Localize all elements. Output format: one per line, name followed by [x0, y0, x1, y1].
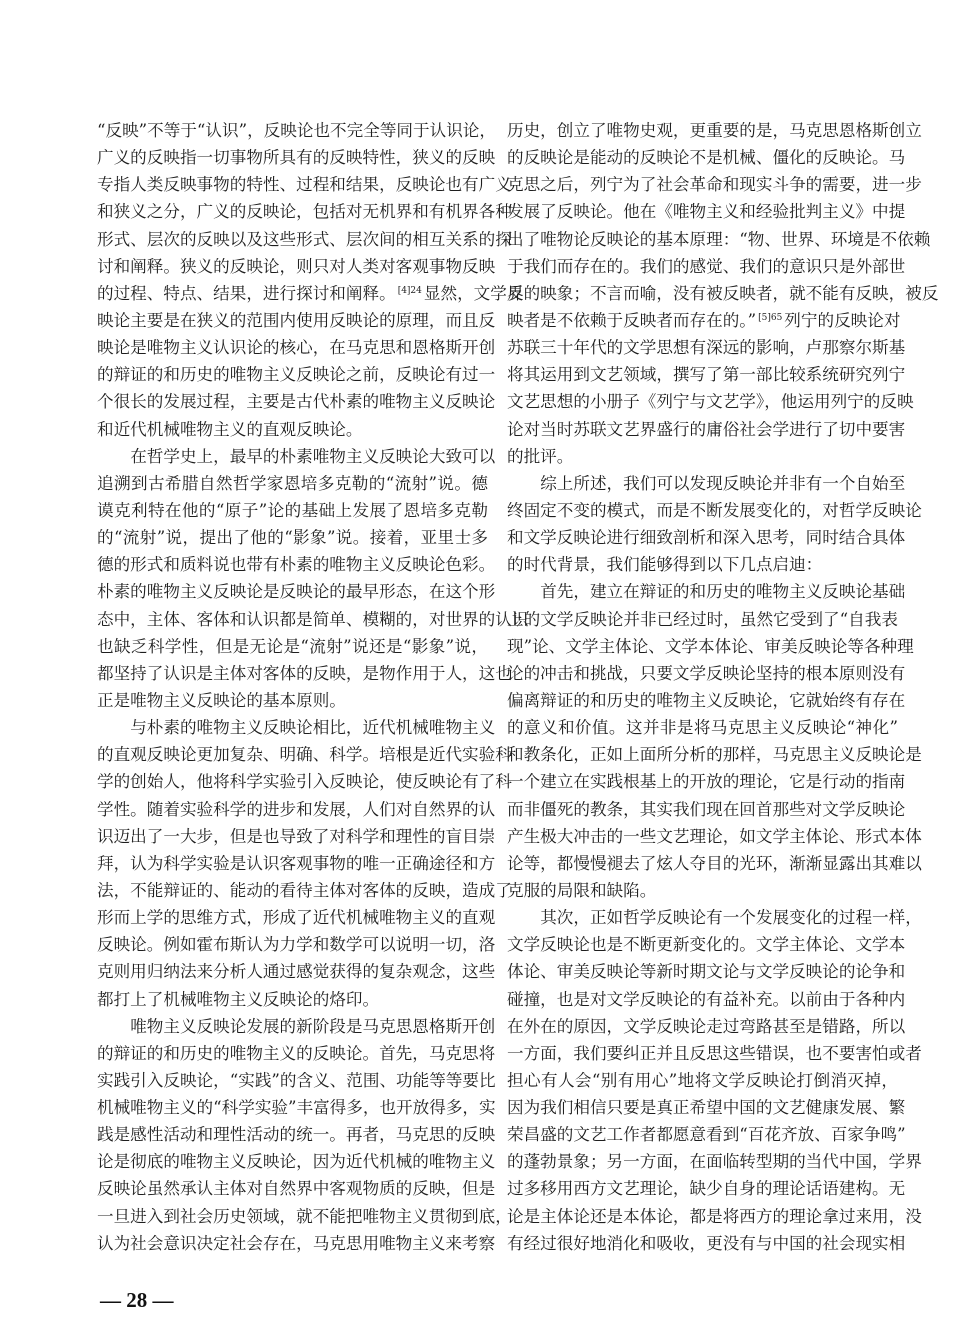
text-line: 谟克利特在他的“原子”论的基础上发展了恩培多克勒 — [97, 500, 488, 520]
text-line: 也缺乏科学性，但是无论是“流射”说还是“影象”说， — [97, 636, 488, 656]
text-line: 专指人类反映事物的特性、过程和结果，反映论也有广义 — [97, 175, 512, 195]
text-line: 在哲学史上，最早的朴素唯物主义反映论大致可以 — [130, 446, 496, 466]
text-line: 论是主体论还是本体论，都是将西方的理论拿过来用，没 — [507, 1206, 922, 1226]
text-line: 在外在的原因，文学反映论走过弯路甚至是错路，所以 — [507, 1016, 906, 1036]
paragraph — [507, 904, 922, 1257]
text-line: 和狭义之分，广义的反映论，包括对无机界和有机界各种 — [97, 202, 512, 222]
text-line: 映论是唯物主义认识论的核心，在马克思和恩格斯开创 — [97, 338, 496, 358]
text-line: 论等，都慢慢褪去了炫人夺目的光环，渐渐显露出其难以 — [507, 853, 922, 873]
text-line: 体论、审美反映论等新时期文论与文学反映论的论争和 — [507, 962, 906, 982]
text-line: 的辩证的和历史的唯物主义的反映论。首先，马克思将 — [97, 1043, 496, 1063]
text-line: 而非僵死的教条，其实我们现在回首那些对文学反映论 — [507, 799, 906, 819]
text-line — [97, 280, 524, 307]
text-line: 碰撞，也是对文学反映论的有益补充。以前由于各种内 — [507, 989, 906, 1009]
text-line: 和文学反映论进行细致剖析和深入思考，同时结合具体 — [507, 528, 906, 548]
text-line: 和近代机械唯物主义的直观反映论。 — [97, 419, 363, 439]
left-column — [97, 117, 529, 1257]
text-line: 荣昌盛的文艺工作者都愿意看到“百花齐放、百家争鸣” — [507, 1125, 906, 1145]
text-line: 其次，正如哲学反映论有一个发展变化的过程一样， — [540, 908, 922, 928]
text-line: 出了唯物论反映论的基本原理：“物、世界、环境是不依赖 — [507, 229, 931, 249]
text-line: 终固定不变的模式，而是不断发展变化的，对哲学反映论 — [507, 500, 922, 520]
text-line: 都打上了机械唯物主义反映论的烙印。 — [97, 989, 380, 1009]
text-line: 正是唯物主义反映论的基本原则。 — [97, 690, 346, 710]
page-number: — 28 — — [100, 1288, 174, 1312]
text-line: 于我们而存在的。我们的感觉、我们的意识只是外部世 — [507, 256, 906, 276]
text-line: 反映论。例如霍布斯认为力学和数学可以说明一切，洛 — [97, 935, 496, 955]
text-line: 担心有人会“别有用心”地将文学反映论打倒消灭掉， — [507, 1070, 898, 1090]
text-line: 机械唯物主义的“科学实验”丰富得多，也开放得多，实 — [97, 1098, 496, 1118]
text-line: 因为我们相信只要是真正希望中国的文艺健康发展、繁 — [507, 1098, 906, 1118]
text-line: 上的文学反映论并非已经过时，虽然它受到了“自我表 — [507, 609, 898, 629]
text-line: 综上所述，我们可以发现反映论并非有一个自始至 — [540, 473, 906, 493]
paragraph — [507, 470, 922, 579]
text-line: 将其运用到文艺领域，撰写了第一部比较系统研究列宁 — [507, 365, 906, 385]
text-line: 克思之后，列宁为了社会革命和现实斗争的需要，进一步 — [507, 175, 922, 195]
text-line: 文艺思想的小册子《列宁与文艺学》，他运用列宁的反映 — [507, 392, 914, 412]
text-line: 产生极大冲击的一些文艺理论，如文学主体论、形式本体 — [507, 826, 922, 846]
text-line: 克则用归纳法来分析人通过感觉获得的复杂观念，这些 — [97, 962, 496, 982]
text-line: 追溯到古希腊自然哲学家恩培多克勒的“流射”说。德 — [97, 473, 488, 493]
text-line: 映论主要是在狭义的范围内使用反映论的原理，而且反 — [97, 310, 496, 330]
text-line: 反映论虽然承认主体对自然界中客观物质的反映，但是 — [97, 1179, 496, 1199]
text-line: 都坚持了认识是主体对客体的反映，是物作用于人，这也 — [97, 663, 512, 683]
text-line: 过多移用西方文艺理论，缺少自身的理论话语建构。无 — [507, 1179, 906, 1199]
text-line: 拜，认为科学实验是认识客观事物的唯一正确途径和方 — [97, 853, 496, 873]
line-text: 显然，文学反 — [423, 283, 524, 303]
text-line: 讨和阐释。狭义的反映论，则只对人类对客观事物反映 — [97, 256, 496, 276]
text-line: 文学反映论也是不断更新变化的。文学主体论、文学本 — [507, 935, 906, 955]
text-line: 的蓬勃景象；另一方面，在面临转型期的当代中国，学界 — [507, 1152, 922, 1172]
text-line: 法，不能辩证的、能动的看待主体对客体的反映，造成了 — [97, 880, 512, 900]
text-line: 论是彻底的唯物主义反映论，因为近代机械的唯物主义 — [97, 1152, 496, 1172]
citation-reference: [5]65 — [758, 312, 783, 323]
line-text: 映者是不依赖于反映者而存在的。” — [507, 310, 757, 330]
text-line: 广义的反映指一切事物所具有的反映特性，狭义的反映 — [97, 148, 496, 168]
text-line: 一旦进入到社会历史领域，就不能把唯物主义贯彻到底， — [97, 1206, 512, 1226]
text-line: 论对当时苏联文艺界盛行的庸俗社会学进行了切中要害 — [507, 419, 906, 439]
text-line: 历史，创立了唯物史观，更重要的是，马克思恩格斯创立 — [507, 121, 922, 140]
text-line: 学的创始人，他将科学实验引入反映论，使反映论有了科 — [97, 772, 512, 792]
text-line — [507, 307, 901, 334]
citation-reference: [4]24 — [397, 285, 422, 296]
text-line: 个很长的发展过程，主要是古代朴素的唯物主义反映论 — [97, 392, 496, 412]
text-line: “反映”不等于“认识”，反映论也不完全等同于认识论， — [97, 121, 496, 140]
line-text: 列宁的反映论对 — [784, 310, 901, 330]
text-line: 论的冲击和挑战，只要文学反映论坚持的根本原则没有 — [507, 663, 906, 683]
text-line: 的意义和价值。这并非是将马克思主义反映论“神化” — [507, 718, 898, 738]
text-line: 的“流射”说，提出了他的“影象”说。接着，亚里士多 — [97, 528, 488, 548]
text-line: 一个建立在实践根基上的开放的理论，它是行动的指南 — [507, 772, 906, 792]
paragraph — [507, 578, 922, 904]
text-line: 践是感性活动和理性活动的统一。再者，马克思的反映 — [97, 1125, 496, 1145]
paragraph — [97, 1013, 512, 1257]
paragraph — [97, 117, 524, 443]
right-column — [507, 117, 939, 1257]
text-line: 克服的局限和缺陷。 — [507, 880, 657, 900]
line-text: 的过程、特点、结果，进行探讨和阐释。 — [97, 283, 396, 303]
text-line: 有经过很好地消化和吸收，更没有与中国的社会现实相 — [507, 1233, 906, 1253]
text-line: 一方面，我们要纠正并且反思这些错误，也不要害怕或者 — [507, 1043, 922, 1063]
text-line: 认为社会意识决定社会存在，马克思用唯物主义来考察 — [97, 1233, 496, 1253]
text-line: 朴素的唯物主义反映论是反映论的最早形态，在这个形 — [97, 582, 496, 602]
text-line: 的直观反映论更加复杂、明确、科学。培根是近代实验科 — [97, 745, 512, 765]
text-line: 首先，建立在辩证的和历史的唯物主义反映论基础 — [540, 582, 906, 602]
paragraph — [507, 117, 939, 470]
text-line: 形式、层次的反映以及这些形式、层次间的相互关系的探 — [97, 229, 512, 249]
text-line: 现”论、文学主体论、文学本体论、审美反映论等各种理 — [507, 636, 914, 656]
text-line: 发展了反映论。他在《唯物主义和经验批判主义》中提 — [507, 202, 906, 222]
text-line: 德的形式和质料说也带有朴素的唯物主义反映论色彩。 — [97, 555, 496, 575]
text-line: 识迈出了一大步，但是也导致了对科学和理性的盲目崇 — [97, 826, 496, 846]
text-line: 态中，主体、客体和认识都是简单、模糊的，对世界的认识 — [97, 609, 529, 629]
paragraph — [97, 714, 512, 1013]
text-line: 界的映象；不言而喻，没有被反映者，就不能有反映，被反 — [507, 283, 939, 303]
text-line: 形而上学的思维方式，形成了近代机械唯物主义的直观 — [97, 908, 496, 928]
text-line: 的时代背景，我们能够得到以下几点启迪： — [507, 555, 823, 575]
text-line: 与朴素的唯物主义反映论相比，近代机械唯物主义 — [130, 718, 496, 738]
text-line: 偏离辩证的和历史的唯物主义反映论，它就始终有存在 — [507, 690, 906, 710]
text-line: 的批评。 — [507, 446, 574, 466]
text-line: 的反映论是能动的反映论不是机械、僵化的反映论。马 — [507, 148, 906, 168]
paragraph — [97, 443, 529, 714]
text-line: 和教条化，正如上面所分析的那样，马克思主义反映论是 — [507, 745, 922, 765]
text-line: 实践引入反映论，“实践”的含义、范围、功能等等要比 — [97, 1070, 496, 1090]
text-line: 的辩证的和历史的唯物主义反映论之前，反映论有过一 — [97, 365, 496, 385]
text-line: 苏联三十年代的文学思想有深远的影响，卢那察尔斯基 — [507, 338, 906, 358]
text-line: 学性。随着实验科学的进步和发展，人们对自然界的认 — [97, 799, 496, 819]
text-line: 唯物主义反映论发展的新阶段是马克思恩格斯开创 — [130, 1016, 496, 1036]
